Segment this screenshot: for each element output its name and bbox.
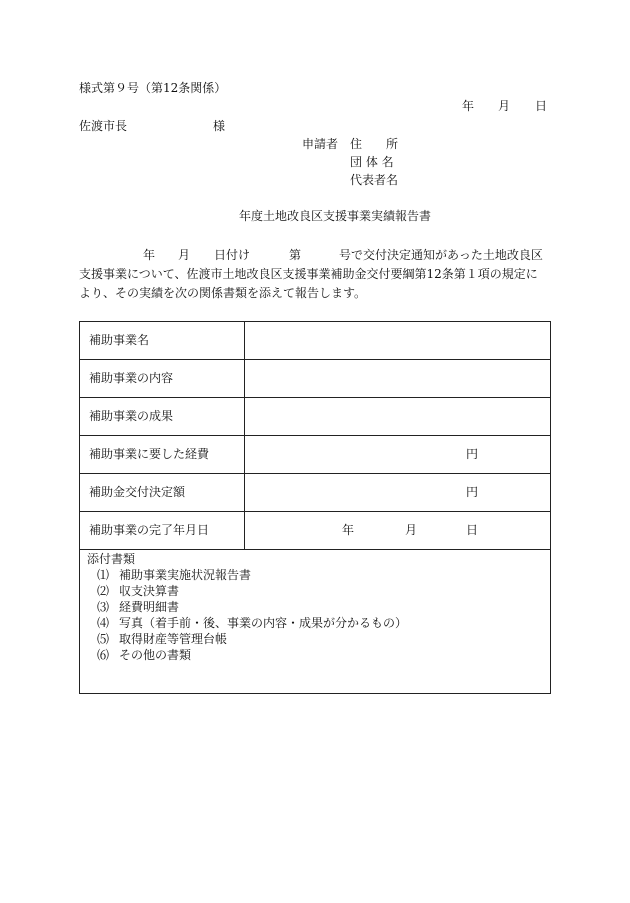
table-row [80,512,550,550]
applicant-organization-label: 団 体 名 [350,155,394,169]
addressee-honorific: 様 [213,119,226,133]
attachment-text: 収支決算書 [119,584,180,598]
attachment-text: 写真（着手前・後、事業の内容・成果が分かるもの） [119,616,408,630]
body-line1-rest: 号で交付決定通知があった土地改良区 [339,248,543,262]
body-line3: より、その実績を次の関係書類を添えて報告します。 [79,286,367,300]
row-label-grant-amount: 補助金交付決定額 [80,474,245,511]
applicant-representative-label: 代表者名 [350,173,399,187]
attachments-list [87,567,550,663]
row-label-project-content: 補助事業の内容 [80,360,245,397]
attachments-section [80,550,550,693]
completion-date-field[interactable] [245,512,550,549]
completion-month-label: 月 [405,523,418,537]
list-item [97,567,550,583]
body-year-label: 年 [143,248,156,262]
row-label-project-cost: 補助事業に要した経費 [80,436,245,473]
attachment-text: 取得財産等管理台帳 [119,632,228,646]
date-month-label: 月 [498,99,511,113]
addressee: 佐渡市長 [79,119,128,133]
grant-unit-label: 円 [466,485,479,499]
project-content-field[interactable] [245,360,550,397]
attachment-number: ⑷ [97,616,110,630]
attachment-text: 補助事業実施状況報告書 [119,568,252,582]
applicant-address-label: 住 所 [350,137,399,151]
table-row [80,322,550,360]
row-label-completion-date: 補助事業の完了年月日 [80,512,245,549]
project-result-field[interactable] [245,398,550,435]
report-table [79,321,551,694]
list-item [97,583,550,599]
table-row [80,474,550,512]
cost-unit-label: 円 [466,447,479,461]
row-label-project-name: 補助事業名 [80,322,245,359]
body-month-label: 月 [178,248,191,262]
project-name-field[interactable] [245,322,550,359]
table-row [80,360,550,398]
list-item [97,631,550,647]
document-title: 年度土地改良区支援事業実績報告書 [239,209,432,223]
attachment-number: ⑵ [97,584,110,598]
completion-day-label: 日 [466,523,479,537]
form-number: 様式第９号（第12条関係） [79,81,227,95]
table-row [80,398,550,436]
date-day-label: 日 [535,99,548,113]
completion-year-label: 年 [342,523,355,537]
attachment-number: ⑴ [97,568,110,582]
project-cost-field[interactable] [245,436,550,473]
attachment-text: その他の書類 [119,648,192,662]
grant-amount-field[interactable] [245,474,550,511]
attachment-number: ⑶ [97,600,110,614]
table-row [80,436,550,474]
body-dai-label: 第 [289,248,302,262]
list-item [97,647,550,663]
list-item [97,615,550,631]
row-label-project-result: 補助事業の成果 [80,398,245,435]
attachment-number: ⑹ [97,648,110,662]
attachment-number: ⑸ [97,632,110,646]
date-year-label: 年 [462,99,475,113]
body-line2: 支援事業について、佐渡市土地改良区支援事業補助金交付要綱第12条第１項の規定に [79,267,538,281]
attachment-text: 経費明細書 [119,600,180,614]
applicant-label: 申請者 [302,137,339,151]
list-item [97,599,550,615]
attachments-heading: 添付書類 [87,552,136,566]
body-day-label: 日付け [214,248,251,262]
